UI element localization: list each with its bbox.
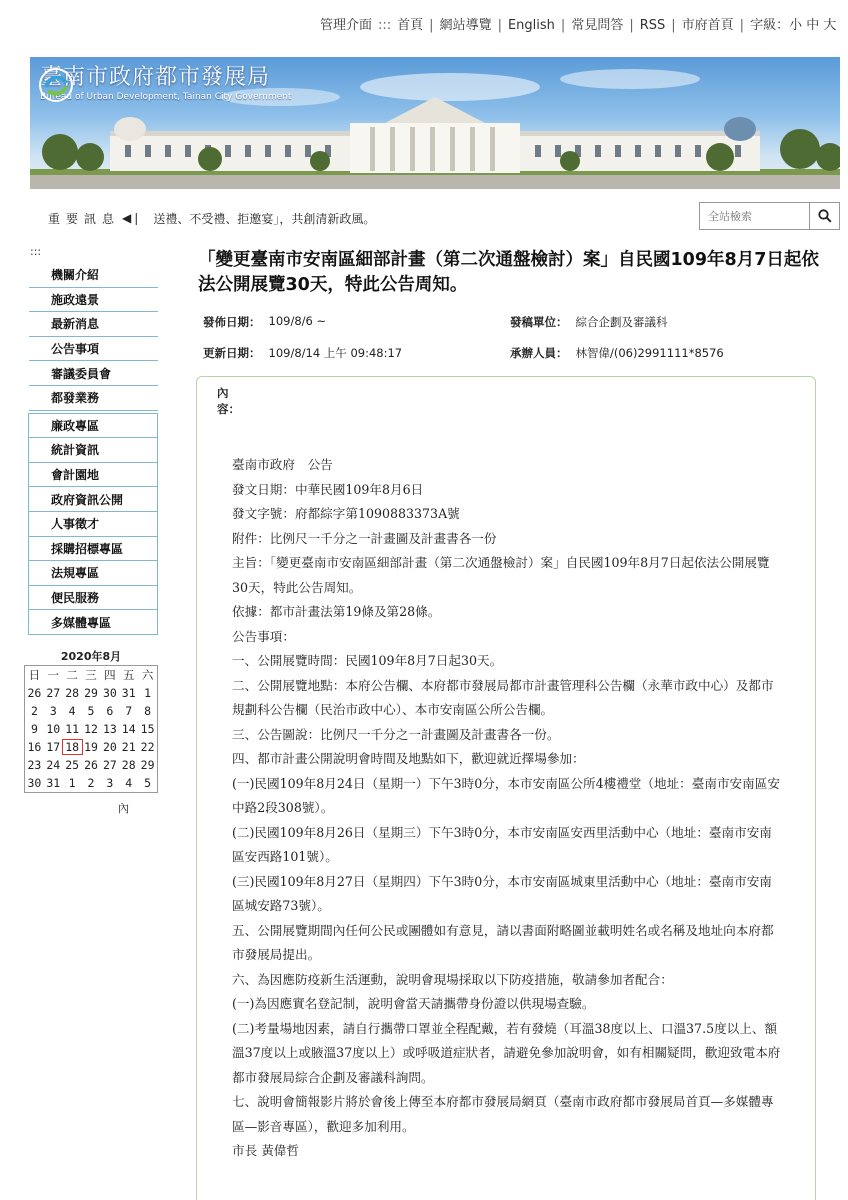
calendar-day[interactable]: 29 (140, 758, 155, 772)
article-title: 「變更臺南市安南區細部計畫（第二次通盤檢討）案」自民國109年8月7日起依法公開展覽30天，特此公告周知。 (198, 250, 819, 295)
calendar-day[interactable]: 27 (46, 686, 61, 700)
issuing-unit (510, 314, 668, 330)
sidebar-item-news[interactable]: 最新消息 (29, 312, 158, 337)
sidebar-item-vision[interactable]: 施政遠景 (29, 288, 158, 313)
publish-date-value: 109/8/6 ~ (268, 314, 327, 328)
calendar-weekday: 三 (85, 668, 97, 682)
calendar-day[interactable]: 14 (121, 722, 136, 736)
calendar-day[interactable]: 6 (106, 704, 114, 718)
site-title: 臺南市政府都市發展局 (40, 65, 271, 90)
calendar-day[interactable]: 27 (102, 758, 117, 772)
calendar-day[interactable]: 1 (144, 686, 152, 700)
sidebar-item-multimedia[interactable]: 多媒體專區 (29, 610, 157, 635)
calendar-day[interactable]: 1 (68, 776, 76, 790)
announcement-paragraph: 二、公開展覽地點：本府公告欄、本府都市發展局都市計畫管理科公告欄（永華市政中心）及都市規劃科公告欄（民治市政中心）、本市安南區公所公告欄。 (232, 677, 774, 717)
announcement-paragraph: (一)為因應實名登記制，說明會當天請攜帶身份證以供現場查驗。 (232, 996, 595, 1011)
calendar-weekday-row (25, 666, 157, 684)
announcement-paragraph: 四、都市計畫公開說明會時間及地點如下，歡迎就近擇場參加： (232, 751, 585, 766)
top-link-faq[interactable]: 常見問答 (571, 18, 624, 33)
megaphone-icon: ◀❘ (122, 211, 142, 225)
announcement-paragraph: (二)考量場地因素，請自行攜帶口罩並全程配戴，若有發燒（耳溫38度以上、口溫37.5度以上、額溫37度以上或腋溫37度以上）或呼吸道症狀者，請避免參加說明會，如有相關疑問，歡迎致電本府都市發展局綜合企劃及審議科詢問。 (232, 1020, 781, 1085)
top-link-admin[interactable]: 管理介面 (320, 18, 373, 33)
update-date-value: 109/8/14 上午 09:48:17 (268, 346, 403, 360)
announcement-paragraph: 一、公開展覽時間：民國109年8月7日起30天。 (232, 653, 503, 668)
top-link-rss[interactable]: RSS (639, 18, 666, 33)
calendar-title: 2020年8月 (60, 650, 122, 663)
sidebar-item-recruitment[interactable]: 人事徵才 (29, 512, 157, 537)
article-content-box (196, 376, 816, 1200)
ticker-label: 重要訊息 (48, 211, 121, 226)
calendar-day[interactable]: 21 (121, 740, 136, 754)
calendar-week-row (25, 684, 157, 702)
calendar-week-row (25, 756, 157, 774)
calendar-weekday: 六 (141, 668, 154, 682)
calendar-weekday: 一 (47, 668, 60, 682)
announcement-paragraph: 七、說明會簡報影片將於會後上傳至本府都市發展局網頁（臺南市政府都市發展局首頁—多媒體專區—影音專區），歡迎多加利用。 (232, 1094, 774, 1134)
announcement-paragraph: 臺南市政府 公告 (232, 457, 333, 472)
sidebar-item-statistics[interactable]: 統計資訊 (29, 438, 157, 463)
announcement-paragraph: 依據：都市計畫法第19條及第28條。 (232, 604, 441, 619)
calendar-day[interactable]: 5 (144, 776, 152, 790)
calendar-day[interactable]: 29 (84, 686, 98, 700)
sidebar-item-procurement[interactable]: 採購招標專區 (29, 537, 157, 562)
update-date-label: 更新日期： (203, 346, 261, 360)
announcement-paragraph: 發文日期：中華民國109年8月6日 (232, 481, 424, 497)
city-logo-icon (36, 65, 76, 105)
site-search (699, 202, 840, 230)
sidebar-item-about[interactable]: 機關介紹 (29, 263, 158, 288)
calendar-day[interactable]: 15 (140, 722, 155, 736)
publish-date-label: 發佈日期： (203, 315, 261, 329)
announcement-paragraph: 公告事項： (232, 628, 295, 644)
top-link-home[interactable]: 首頁 (397, 18, 424, 33)
calendar-day[interactable]: 28 (65, 686, 80, 700)
sidebar-item-announcements[interactable]: 公告事項 (29, 337, 158, 362)
sidebar-item-services[interactable]: 便民服務 (29, 586, 157, 611)
calendar-day[interactable]: 13 (102, 722, 117, 736)
sidebar-item-committee[interactable]: 審議委員會 (29, 361, 158, 386)
calendar-day[interactable]: 24 (46, 758, 61, 772)
sidebar-item-accounting[interactable]: 會計園地 (29, 463, 157, 488)
font-size-switch[interactable]: 字級：小 中 大 (750, 18, 837, 33)
calendar-day[interactable]: 16 (27, 740, 42, 754)
calendar-day[interactable]: 25 (65, 758, 80, 772)
calendar-week-row (25, 738, 157, 756)
calendar-day[interactable]: 3 (49, 704, 57, 718)
calendar-day[interactable]: 17 (46, 740, 61, 754)
announcement-body (232, 453, 782, 1164)
sidebar-item-regulations[interactable]: 法規專區 (29, 561, 157, 586)
calendar-day[interactable]: 31 (46, 776, 61, 790)
calendar-weekday: 五 (122, 668, 135, 682)
calendar-day[interactable]: 18 (63, 740, 82, 754)
publish-date (203, 314, 326, 330)
accesskey-left[interactable]: ::: (30, 245, 42, 258)
calendar-day[interactable]: 10 (46, 722, 61, 736)
sidebar-nav (28, 263, 158, 635)
calendar-day[interactable]: 4 (68, 704, 76, 718)
calendar-weekday: 四 (104, 668, 116, 682)
update-date (203, 345, 402, 361)
calendar-day[interactable]: 7 (125, 704, 133, 718)
sidebar-item-integrity[interactable]: 廉政專區 (29, 414, 157, 439)
content-label: 內容： (217, 386, 240, 416)
calendar-day[interactable]: 26 (84, 758, 98, 772)
calendar-week-row (25, 720, 157, 738)
ticker-message[interactable]: 送禮、不受禮、拒邀宴」，共創清新政風。 (153, 211, 376, 226)
announcement-paragraph: 六、為因應防疫新生活運動，說明會現場採取以下防疫措施，敬請參加者配合： (232, 971, 673, 987)
sidebar-item-open-info[interactable]: 政府資訊公開 (29, 487, 157, 512)
calendar-day[interactable]: 2 (87, 776, 95, 790)
calendar-day[interactable]: 4 (125, 776, 133, 790)
top-link-english[interactable]: English (507, 18, 555, 33)
calendar-day[interactable]: 11 (65, 722, 80, 736)
calendar-day[interactable]: 23 (27, 758, 42, 772)
site-subtitle: Bureau of Urban Development, Tainan City Government (40, 92, 292, 102)
calendar-weekday: 日 (28, 668, 41, 682)
calendar-day[interactable]: 28 (121, 758, 136, 772)
calendar-weekday: 二 (66, 668, 78, 682)
announcement-paragraph: 發文字號：府都綜字第1090883373A號 (232, 506, 460, 521)
calendar-day[interactable]: 2 (30, 704, 38, 718)
announcement-paragraph: 主旨：「變更臺南市安南區細部計畫（第二次通盤檢討）案」自民國109年8月7日起依法公開展覽30天，特此公告周知。 (232, 555, 770, 595)
announcement-paragraph: 五、公開展覽期間內任何公民或團體如有意見，請以書面附略圖並載明姓名或名稱及地址向本府都市發展局提出。 (232, 922, 774, 962)
contact-person-value: 林智偉/(06)2991111*8576 (575, 346, 724, 360)
search-icon (818, 209, 832, 223)
calendar-day[interactable]: 20 (102, 740, 117, 754)
calendar-day[interactable]: 8 (144, 704, 152, 718)
calendar-day[interactable]: 26 (27, 686, 42, 700)
top-link-sitemap[interactable]: 網站導覽 (439, 18, 492, 33)
search-input[interactable] (699, 202, 809, 230)
issuing-unit-label: 發稿單位： (510, 315, 568, 329)
top-utility-bar: 管理介面 ::: 首頁 | 網站導覽 | English | 常見問答 | RSS | 市府首頁 | 字級：小 中 大 (320, 14, 840, 34)
calendar-grid (24, 665, 158, 793)
calendar-day[interactable]: 12 (84, 722, 98, 736)
site-logo[interactable] (36, 65, 291, 103)
announcement-paragraph: (二)民國109年8月26日（星期三）下午3時0分，本市安南區安西里活動中心（地址：臺南市安南區安西路101號）。 (232, 824, 772, 864)
announcement-paragraph: (三)民國109年8月27日（星期四）下午3時0分，本市安南區城東里活動中心（地址：臺南市安南區城安路73號）。 (232, 873, 772, 913)
search-button[interactable] (809, 202, 840, 230)
top-link-city-home[interactable]: 市府首頁 (681, 18, 734, 33)
sidebar-item-urban-business[interactable]: 都發業務 (29, 386, 158, 411)
announcement-paragraph: (一)民國109年8月24日（星期一）下午3時0分，本市安南區公所4樓禮堂（地址：臺南市安南區安中路2段308號）。 (232, 775, 780, 815)
calendar-day[interactable]: 22 (140, 740, 155, 754)
header-banner (30, 57, 840, 189)
calendar-day[interactable]: 19 (84, 740, 98, 754)
calendar-day[interactable]: 5 (87, 704, 95, 718)
announcement-paragraph: 附件：比例尺一千分之一計畫圖及計畫書各一份 (232, 530, 497, 546)
calendar-week-row (25, 774, 157, 792)
calendar-day[interactable]: 3 (106, 776, 114, 790)
announcement-paragraph: 市長 黃偉哲 (232, 1143, 299, 1158)
announcement-paragraph: 三、公告圖說：比例尺一千分之一計畫圖及計畫書各一份。 (232, 726, 560, 742)
issuing-unit-value: 綜合企劃及審議科 (575, 315, 668, 329)
calendar-widget (24, 648, 158, 793)
sidebar-main-group (28, 263, 158, 411)
calendar-day[interactable]: 30 (27, 776, 42, 790)
contact-person-label: 承辦人員： (510, 346, 568, 360)
contact-person (510, 345, 724, 361)
calendar-week-row (25, 702, 157, 720)
calendar-day[interactable]: 9 (30, 722, 38, 736)
calendar-day[interactable]: 31 (121, 686, 136, 700)
calendar-day[interactable]: 30 (102, 686, 117, 700)
calendar-footer: 內 (118, 802, 129, 815)
news-ticker (48, 208, 375, 228)
sidebar-boxed-group (28, 413, 158, 635)
